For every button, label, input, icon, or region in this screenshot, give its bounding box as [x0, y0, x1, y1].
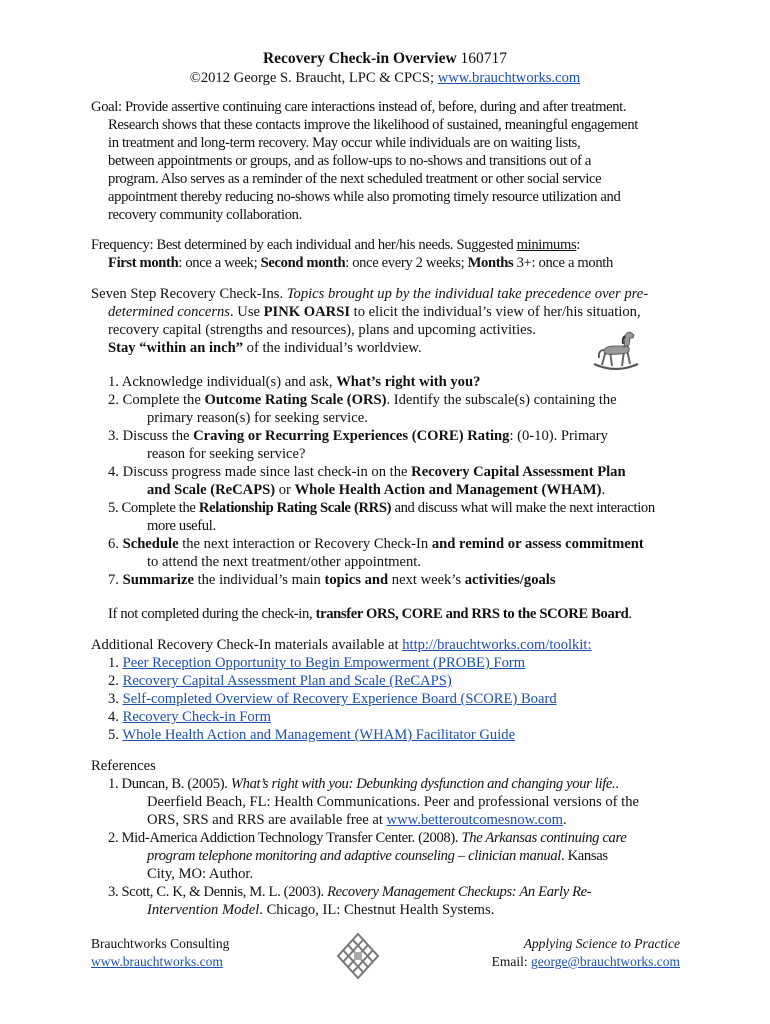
reference-1	[108, 775, 619, 793]
ref-2-place: . Kansas	[561, 848, 608, 864]
footer-company: Brauchtworks Consulting	[91, 936, 230, 951]
worldview-text: of the individual’s worldview.	[243, 340, 422, 356]
goal-line-6: appointment thereby reducing no-shows while also promoting timely resource utilization and	[108, 189, 621, 205]
footer-tagline-line	[440, 935, 680, 953]
ref-3-title: Recovery Management Checkups: An Early Re-	[327, 884, 592, 900]
ref-2-title: The Arkansas continuing care	[461, 830, 627, 846]
second-month-label: Second month	[260, 255, 346, 271]
step-4-period: .	[601, 482, 606, 498]
page-title	[0, 50, 770, 68]
ref-1-line-3	[147, 811, 567, 829]
step-7-text: the individual’s main	[193, 572, 325, 588]
footer-email-label: Email:	[491, 954, 531, 969]
first-month-label: First month	[108, 255, 179, 271]
step-5-rest: and discuss what will make the next interaction	[391, 500, 655, 516]
references-heading: References	[91, 758, 156, 774]
footer-website-link[interactable]: www.brauchtworks.com	[91, 954, 223, 969]
ref-2-line-3: City, MO: Author.	[147, 866, 254, 882]
step-4-or: or	[275, 482, 295, 498]
ref-3-line-2	[147, 901, 494, 919]
step-4	[108, 463, 626, 481]
step-4-cont	[147, 481, 605, 499]
step-2-cont: primary reason(s) for seeking service.	[147, 410, 368, 426]
goal-line-3: in treatment and long-term recovery. May occur while individuals are on waiting lists,	[108, 135, 581, 151]
probe-form-link[interactable]: Peer Reception Opportunity to Begin Empowerment (PROBE) Form	[122, 655, 526, 671]
materials-intro: Additional Recovery Check-In materials available at	[91, 637, 403, 653]
seven-step-line-2	[108, 303, 641, 321]
step-3-cont: reason for seeking service?	[147, 446, 306, 462]
material-item	[108, 654, 525, 672]
step-5-cont: more useful.	[147, 518, 216, 534]
step-7-num: 7.	[108, 572, 123, 588]
determined-concerns-text: determined concerns	[108, 304, 230, 320]
step-5-text: 5. Complete the	[108, 500, 199, 516]
material-item	[108, 726, 515, 744]
ref-3-author: 3. Scott, C. K, & Dennis, M. L. (2003).	[108, 884, 328, 900]
step-6-remind: and remind or assess commitment	[431, 536, 644, 552]
goal-line-7: recovery community collaboration.	[108, 207, 302, 223]
step-7-activities: activities/goals	[464, 572, 556, 588]
ref-2-title-cont: program telephone monitoring and adaptive counseling – clinician manual	[147, 848, 561, 864]
reference-3	[108, 883, 591, 901]
step-2-ors: Outcome Rating Scale (ORS)	[204, 392, 387, 408]
seven-step-line-1	[91, 285, 648, 303]
minimums-text: minimums	[516, 237, 577, 253]
step-3-text: 3. Discuss the	[108, 428, 194, 444]
seven-step-topics: Topics brought up by the individual take precedence over pre-	[286, 286, 649, 302]
step-6-text: the next interaction or Recovery Check-In	[178, 536, 432, 552]
material-number: 3.	[108, 691, 123, 707]
step-1-question: What’s right with you?	[336, 374, 481, 390]
step-4-wham: Whole Health Action and Management (WHAM)	[294, 482, 602, 498]
transfer-period: .	[628, 606, 632, 622]
transfer-intro: If not completed during the check-in,	[108, 606, 316, 622]
material-number: 4.	[108, 709, 123, 725]
ref-3-publisher: . Chicago, IL: Chestnut Health Systems.	[259, 902, 495, 918]
use-text: . Use	[229, 304, 264, 320]
months-value: 3+: once a month	[513, 255, 613, 271]
months-label: Months	[467, 255, 514, 271]
frequency-colon: :	[576, 237, 580, 253]
seven-step-line-4	[108, 339, 422, 357]
betteroutcomes-link[interactable]: www.betteroutcomesnow.com	[386, 812, 563, 828]
material-number: 1.	[108, 655, 123, 671]
step-1	[108, 373, 480, 391]
ref-1-dot: .	[615, 776, 619, 792]
seven-step-line-3: recovery capital (strengths and resources), plans and upcoming activities.	[108, 322, 536, 338]
step-6	[108, 535, 644, 553]
materials-intro-line	[91, 636, 592, 654]
footer-website-line	[91, 953, 223, 971]
transfer-bold: transfer ORS, CORE and RRS to the SCORE Board	[315, 606, 629, 622]
frequency-intro: Frequency: Best determined by each individual and her/his needs. Suggested	[91, 237, 517, 253]
score-board-link[interactable]: Self-completed Overview of Recovery Experience Board (SCORE) Board	[122, 691, 557, 707]
brauchtworks-knot-logo-icon	[330, 930, 386, 982]
step-3	[108, 427, 608, 445]
footer-tagline: Applying Science to Practice	[523, 936, 680, 951]
step-3-core: Craving or Recurring Experiences (CORE) Rating	[193, 428, 510, 444]
wham-guide-link[interactable]: Whole Health Action and Management (WHAM) Facilitator Guide	[122, 727, 516, 743]
copyright-link[interactable]: www.brauchtworks.com	[437, 70, 581, 86]
ref-1-author: 1. Duncan, B. (2005).	[108, 776, 231, 792]
footer-email-line	[440, 953, 680, 971]
within-inch-text: Stay “within an inch”	[108, 340, 244, 356]
step-4-recaps: Recovery Capital Assessment Plan	[411, 464, 626, 480]
step-6-num: 6.	[108, 536, 123, 552]
step-7-topics: topics and	[324, 572, 389, 588]
footer-email-link[interactable]: george@brauchtworks.com	[530, 954, 680, 969]
transfer-note	[108, 605, 632, 623]
ref-1-available: ORS, SRS and RRS are available free at	[147, 812, 387, 828]
copyright-line	[0, 69, 770, 87]
material-item	[108, 672, 452, 690]
step-2-rest: . Identify the subscale(s) containing the	[386, 392, 617, 408]
material-item	[108, 708, 271, 726]
copyright-text: ©2012 George S. Braucht, LPC & CPCS;	[189, 70, 438, 86]
title-text: Recovery Check-in Overview	[262, 50, 457, 67]
pink-oarsi-text: PINK OARSI	[263, 304, 350, 320]
goal-line-1: Goal: Provide assertive continuing care interactions instead of, before, during and after treatment.	[91, 99, 627, 115]
goal-line-2: Research shows that these contacts improve the likelihood of sustained, meaningful engagement	[108, 117, 638, 133]
seven-step-title: Seven Step Recovery Check-Ins.	[91, 286, 287, 302]
reference-2	[108, 829, 626, 847]
checkin-form-link[interactable]: Recovery Check-in Form	[122, 709, 271, 725]
step-1-text: 1. Acknowledge individual(s) and ask,	[108, 374, 337, 390]
step-5-rrs: Relationship Rating Scale (RRS)	[198, 500, 392, 516]
ref-1-title: What’s right with you: Debunking dysfunction and changing your life.	[230, 776, 616, 792]
ref-1-period: .	[562, 812, 567, 828]
step-5	[108, 499, 655, 517]
step-7-summarize: Summarize	[122, 572, 194, 588]
rocking-horse-icon	[592, 328, 640, 372]
step-6-cont: to attend the next treatment/other appointment.	[147, 554, 421, 570]
toolkit-link[interactable]: http://brauchtworks.com/toolkit:	[402, 637, 592, 653]
step-7-next: next week’s	[388, 572, 465, 588]
step-2	[108, 391, 617, 409]
ref-1-line-2: Deerfield Beach, FL: Health Communications. Peer and professional versions of the	[147, 794, 640, 810]
goal-line-4: between appointments or groups, and as follow-ups to no-shows and transitions out of a	[108, 153, 592, 169]
step-7	[108, 571, 556, 589]
step-6-schedule: Schedule	[122, 536, 179, 552]
recaps-link[interactable]: Recovery Capital Assessment Plan and Scale (ReCAPS)	[122, 673, 452, 689]
second-month-value: : once every 2 weeks;	[345, 255, 468, 271]
material-number: 5.	[108, 727, 123, 743]
ref-3-title-cont: Intervention Model	[147, 902, 260, 918]
elicit-text: to elicit the individual’s view of her/his situation,	[350, 304, 641, 320]
ref-2-line-2	[147, 847, 608, 865]
frequency-line	[91, 236, 580, 254]
frequency-schedule-line	[108, 254, 613, 272]
step-3-rest: : (0-10). Primary	[509, 428, 608, 444]
first-month-value: : once a week;	[178, 255, 261, 271]
step-4-text: 4. Discuss progress made since last check-in on the	[108, 464, 412, 480]
version-number: 160717	[460, 50, 508, 67]
step-4-scale: and Scale (ReCAPS)	[147, 482, 276, 498]
goal-line-5: program. Also serves as a reminder of the next scheduled treatment or other social service	[108, 171, 602, 187]
material-item	[108, 690, 557, 708]
ref-2-author: 2. Mid-America Addiction Technology Transfer Center. (2008).	[108, 830, 462, 846]
step-2-text: 2. Complete the	[108, 392, 205, 408]
material-number: 2.	[108, 673, 123, 689]
